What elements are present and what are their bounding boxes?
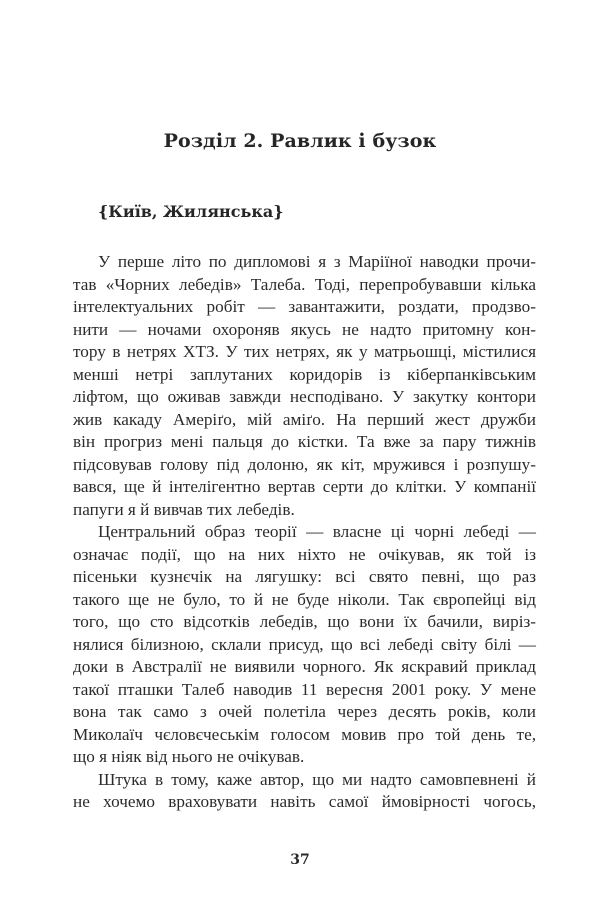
text-line: ліфтом, що оживав завжди несподівано. У закутку контори <box>73 387 536 406</box>
text-line: Центральний образ теорії — власне ці чорні лебеді — <box>98 522 536 541</box>
text-line: пісеньки кузнєчік на лягушку: всі свято певні, що раз <box>73 567 536 586</box>
text-line: жив какаду Амеріґо, мій аміґо. На перший жест дружби <box>73 409 536 429</box>
text-line: нялися білизною, склали присуд, що всі лебеді світу білі — <box>73 634 536 654</box>
text-line: інтелектуальних робіт — завантажити, роздати, продзво- <box>73 297 536 316</box>
text-line: означає події, що на них ніхто не очікував, як той із <box>73 544 536 564</box>
body-text <box>73 251 536 814</box>
text-line: У перше літо по дипломові я з Маріїної наводки прочи- <box>98 252 536 271</box>
text-line: вався, ще й інтелігентно вертав серти до клітки. У компанії <box>73 477 536 496</box>
text-line: менші нетрі заплутаних коридорів із кіберпанківським <box>73 364 536 384</box>
text-line: того, що сто відсотків лебедів, що вони їх бачили, виріз- <box>73 612 536 631</box>
text-line: Штука в тому, каже автор, що ми надто самовпевнені й <box>98 769 536 789</box>
text-line: підсовував голову під долоню, як кіт, мружився і розпушу- <box>73 454 536 474</box>
text-line: вона так само з очей полетіла через десять років, коли <box>73 702 536 721</box>
text-line: доки в Австралії не виявили чорного. Як яскравий приклад <box>73 657 536 676</box>
text-line: він прогриз мені пальця до кістки. Та вже за пару тижнів <box>73 432 536 451</box>
section-heading: {Київ, Жилянська} <box>98 202 284 221</box>
text-line: тору в нетрях ХТЗ. У тих нетрях, як у матрьошці, містилися <box>73 342 536 361</box>
page-number: 37 <box>290 852 310 868</box>
text-line: такого ще не було, то й не буде ніколи. Так європейці від <box>73 589 536 609</box>
text-line: нити — ночами охороняв якусь не надто притомну кон- <box>73 319 536 339</box>
text-line: папуги я й вивчав тих лебедів. <box>73 499 295 519</box>
text-line: тав «Чорних лебедів» Талеба. Тоді, перепробувавши кілька <box>73 274 536 294</box>
text-line: Миколаїч чєловєчеськім голосом мовив про той день те, <box>73 724 536 744</box>
text-line: не хочемо враховувати навіть самої ймовірності чогось, <box>73 792 536 811</box>
text-line: що я ніяк від нього не очікував. <box>73 747 305 766</box>
chapter-title: Розділ 2. Равлик і бузок <box>163 130 437 152</box>
text-line: такої пташки Талеб наводив 11 вересня 2001 року. У мене <box>73 679 536 699</box>
